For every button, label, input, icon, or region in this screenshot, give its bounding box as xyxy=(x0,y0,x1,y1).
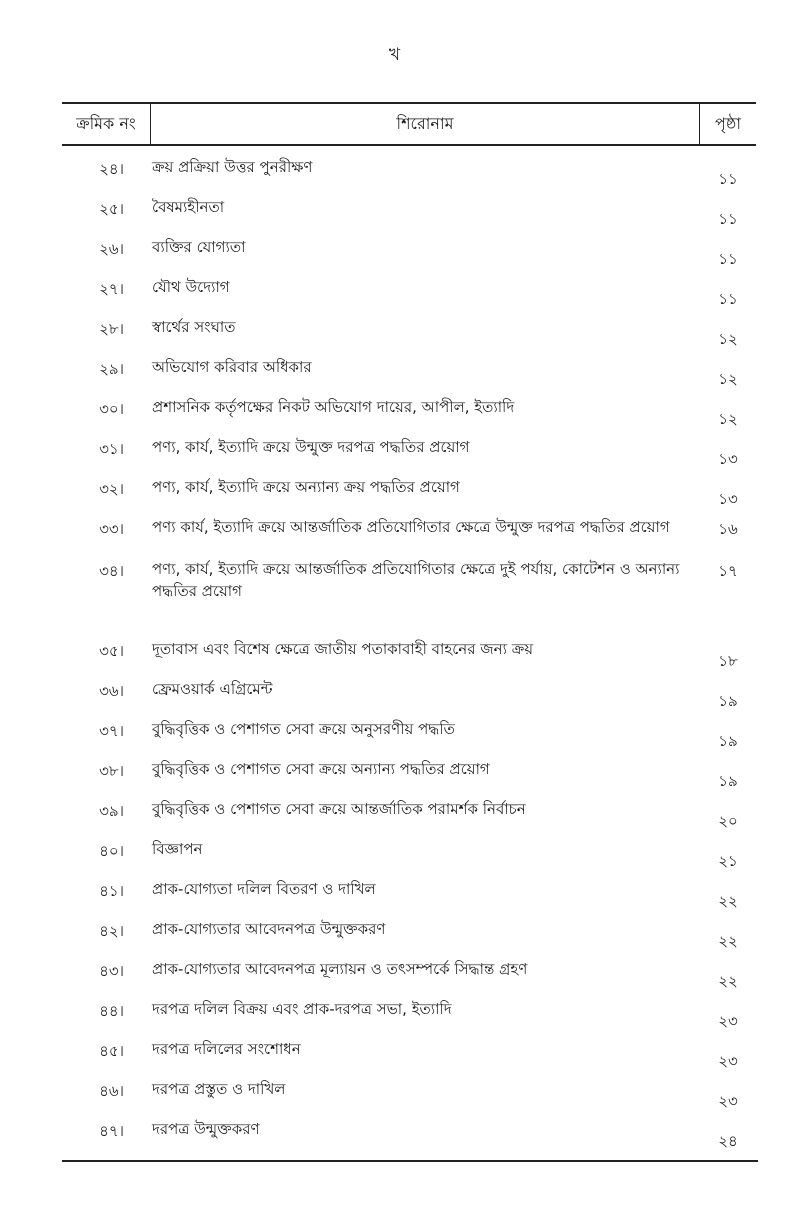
row-number: ৩৬। xyxy=(99,682,124,700)
table-row xyxy=(62,638,756,678)
table-row xyxy=(62,516,756,558)
table-row xyxy=(62,276,756,316)
row-page: ২২ xyxy=(718,892,738,910)
row-number: ২৫। xyxy=(99,200,124,218)
table-row xyxy=(62,156,756,196)
row-title: যৌথ উদ্যোগ xyxy=(152,278,230,296)
row-page: ১১ xyxy=(718,170,738,188)
table-row xyxy=(62,196,756,236)
row-number: ৪৪। xyxy=(99,1002,124,1020)
row-number: ২৪। xyxy=(99,160,124,178)
row-title: প্রাক-যোগ্যতা দলিল বিতরণ ও দাখিল xyxy=(152,880,376,898)
row-number: ৩৫। xyxy=(99,642,124,660)
row-page: ২৪ xyxy=(718,1132,738,1150)
row-title: দরপত্র দলিলের সংশোধন xyxy=(152,1040,301,1058)
row-page: ২৩ xyxy=(718,1012,738,1030)
row-title: ক্রয় প্রক্রিয়া উত্তর পুনরীক্ষণ xyxy=(152,158,313,176)
table-row xyxy=(62,998,756,1038)
row-number: ৩৪। xyxy=(99,562,124,580)
row-title: প্রশাসনিক কর্তৃপক্ষের নিকট অভিযোগ দায়ের, আপীল, ইত্যাদি xyxy=(152,398,515,416)
row-title: পণ্য, কার্য, ইত্যাদি ক্রয়ে উন্মুক্ত দরপত্র পদ্ধতির প্রয়োগ xyxy=(152,438,470,456)
bottom-rule xyxy=(62,1160,758,1162)
table-row xyxy=(62,758,756,798)
row-number: ৪২। xyxy=(99,922,124,940)
row-title: ব্যক্তির যোগ্যতা xyxy=(152,238,246,256)
row-number: ২৬। xyxy=(99,240,124,258)
row-number: ৪০। xyxy=(99,842,124,860)
row-title: দরপত্র প্রস্তুত ও দাখিল xyxy=(152,1080,286,1098)
row-number: ২৮। xyxy=(99,320,124,338)
row-page: ২৩ xyxy=(718,1092,738,1110)
table-row xyxy=(62,678,756,718)
table-row xyxy=(62,798,756,838)
row-page: ১১ xyxy=(718,290,738,308)
row-title: পণ্য, কার্য, ইত্যাদি ক্রয়ে আন্তর্জাতিক প্রতিযোগিতার ক্ষেত্রে দুই পর্যায়, কোটেশন ও অন্যান্য পদ্ধতির প্রয়োগ xyxy=(152,560,680,600)
table-row xyxy=(62,838,756,878)
row-page: ১৬ xyxy=(718,520,738,538)
row-title: বৈষম্যহীনতা xyxy=(152,198,225,216)
row-title: বুদ্ধিবৃত্তিক ও পেশাগত সেবা ক্রয়ে অন্যান্য পদ্ধতির প্রয়োগ xyxy=(152,760,490,778)
row-number: ৩৩। xyxy=(99,520,124,538)
row-page: ১৯ xyxy=(718,692,738,710)
row-number: ৪৫। xyxy=(99,1042,124,1060)
table-row xyxy=(62,356,756,396)
row-title: দূতাবাস এবং বিশেষ ক্ষেত্রে জাতীয় পতাকাবাহী বাহনের জন্য ক্রয় xyxy=(152,640,534,658)
row-page: ১২ xyxy=(718,370,738,388)
row-title: পণ্য, কার্য, ইত্যাদি ক্রয়ে অন্যান্য ক্রয় পদ্ধতির প্রয়োগ xyxy=(152,478,460,496)
table-row xyxy=(62,1038,756,1078)
row-page: ১৮ xyxy=(718,652,738,670)
row-title: বুদ্ধিবৃত্তিক ও পেশাগত সেবা ক্রয়ে অনুসরণীয় পদ্ধতি xyxy=(152,720,455,738)
table-row xyxy=(62,436,756,476)
table-row xyxy=(62,718,756,758)
row-page: ১২ xyxy=(718,410,738,428)
row-page: ২২ xyxy=(718,972,738,990)
row-number: ২৯। xyxy=(99,360,124,378)
table-row xyxy=(62,558,756,638)
row-page: ১৩ xyxy=(718,450,738,468)
row-page: ১৯ xyxy=(718,732,738,750)
table-row xyxy=(62,476,756,516)
row-number: ৩১। xyxy=(99,440,124,458)
row-number: ৩৭। xyxy=(99,722,124,740)
row-page: ১৩ xyxy=(718,490,738,508)
row-page: ১১ xyxy=(718,210,738,228)
row-page: ২৩ xyxy=(718,1052,738,1070)
row-page: ১২ xyxy=(718,330,738,348)
row-number: ৪১। xyxy=(99,882,124,900)
row-title: স্বার্থের সংঘাত xyxy=(152,318,236,336)
table-row xyxy=(62,878,756,918)
table-header xyxy=(62,102,756,146)
row-page: ১১ xyxy=(718,250,738,268)
table-body xyxy=(62,146,756,1158)
row-page: ১৭ xyxy=(718,562,738,580)
row-number: ৪৬। xyxy=(99,1082,124,1100)
row-title: বুদ্ধিবৃত্তিক ও পেশাগত সেবা ক্রয়ে আন্তর্জাতিক পরামর্শক নির্বাচন xyxy=(152,800,526,818)
table-row xyxy=(62,958,756,998)
row-number: ৩৯। xyxy=(99,802,124,820)
table-row xyxy=(62,918,756,958)
row-number: ২৭। xyxy=(99,280,124,298)
row-title: দরপত্র দলিল বিক্রয় এবং প্রাক-দরপত্র সভা, ইত্যাদি xyxy=(152,1000,452,1018)
header-page: পৃষ্ঠা xyxy=(715,113,741,133)
row-number: ৩০। xyxy=(99,400,124,418)
row-title: ফ্রেমওয়ার্ক এগ্রিমেন্ট xyxy=(152,680,273,698)
row-page: ২১ xyxy=(718,852,738,870)
row-number: ৩৮। xyxy=(99,762,124,780)
row-title: প্রাক-যোগ্যতার আবেদনপত্র মূল্যায়ন ও তৎসম্পর্কে সিদ্ধান্ত গ্রহণ xyxy=(152,960,528,978)
row-number: ৪৩। xyxy=(99,962,124,980)
row-page: ১৯ xyxy=(718,772,738,790)
table-row xyxy=(62,1118,756,1158)
row-page: ২০ xyxy=(718,812,738,830)
row-title: অভিযোগ করিবার অধিকার xyxy=(152,358,312,376)
row-title: প্রাক-যোগ্যতার আবেদনপত্র উন্মুক্তকরণ xyxy=(152,920,386,938)
table-row xyxy=(62,1078,756,1118)
row-title: দরপত্র উন্মুক্তকরণ xyxy=(152,1120,260,1138)
table-row xyxy=(62,316,756,356)
page-number: খ xyxy=(388,45,401,65)
table-row xyxy=(62,396,756,436)
row-number: ৪৭। xyxy=(99,1122,124,1140)
table-row xyxy=(62,236,756,276)
row-title: পণ্য কার্য, ইত্যাদি ক্রয়ে আন্তর্জাতিক প্রতিযোগিতার ক্ষেত্রে উন্মুক্ত দরপত্র পদ্ধতির প্রয়োগ xyxy=(152,518,670,536)
header-title: শিরোনাম xyxy=(151,104,700,144)
row-title: বিজ্ঞাপন xyxy=(152,840,203,858)
header-serial: ক্রমিক নং xyxy=(62,104,151,144)
contents-table xyxy=(62,102,756,1158)
row-page: ২২ xyxy=(718,932,738,950)
row-number: ৩২। xyxy=(99,480,124,498)
